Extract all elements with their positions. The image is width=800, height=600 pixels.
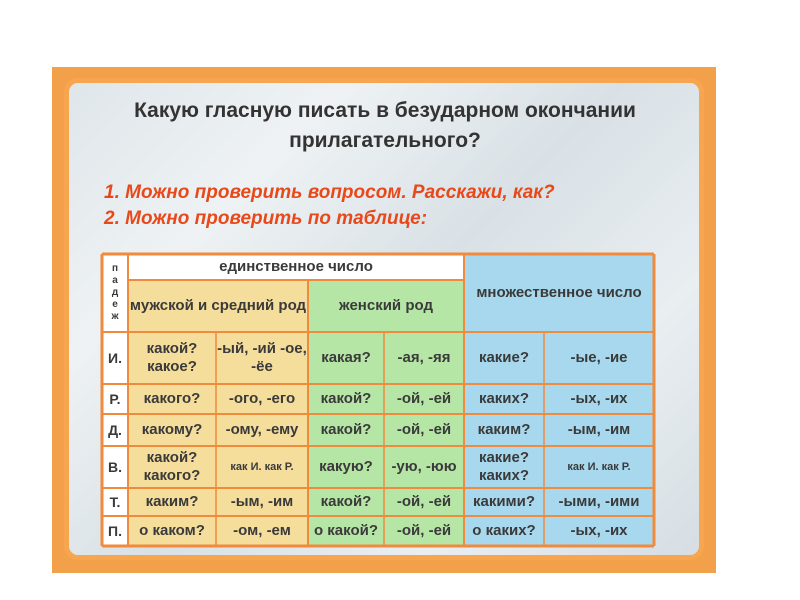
feminine-question-cell: какой? [308,488,384,516]
case-header-letter: ж [111,311,119,322]
feminine-question-cell: какой? [308,414,384,446]
plural-ending-cell: -ых, -их [544,384,654,414]
singular-header: единственное число [128,254,464,280]
feminine-question-cell: о какой? [308,516,384,546]
case-header [102,254,128,332]
plural-question-cell: какими? [464,488,544,516]
case-header-letter: д [111,287,119,298]
feminine-question-cell: какая? [308,332,384,384]
case-cell: И. [102,332,128,384]
plural-question-cell: какие? каких? [464,446,544,488]
plural-header: множественное число [464,254,654,332]
masculine-question-cell: о каком? [128,516,216,546]
masculine-question-cell: какому? [128,414,216,446]
plural-ending-cell: -ые, -ие [544,332,654,384]
method-2: 2. Можно проверить по таблице: [104,208,428,229]
case-cell: В. [102,446,128,488]
masculine-question-cell: какой? какое? [128,332,216,384]
plural-ending-cell: как И. как Р. [544,446,654,488]
feminine-ending-cell: -ой, -ей [384,488,464,516]
masculine-ending-cell: -ый, -ий -ое, -ёе [216,332,308,384]
plural-ending-cell: -ым, -им [544,414,654,446]
method-1: 1. Можно проверить вопросом. Расскажи, как? [104,182,555,203]
feminine-ending-cell: -ой, -ей [384,516,464,546]
case-cell: Т. [102,488,128,516]
case-header-letter: е [112,299,118,310]
plural-question-cell: каким? [464,414,544,446]
feminine-header: женский род [308,280,464,332]
case-header-letter: а [112,275,118,286]
plural-question-cell: каких? [464,384,544,414]
feminine-ending-cell: -ую, -юю [384,446,464,488]
feminine-ending-cell: -ой, -ей [384,414,464,446]
masculine-ending-cell: как И. как Р. [216,446,308,488]
masculine-neuter-header: мужской и средний род [128,280,308,332]
plural-question-cell: о каких? [464,516,544,546]
feminine-ending-cell: -ая, -яя [384,332,464,384]
case-cell: Р. [102,384,128,414]
plural-ending-cell: -ых, -их [544,516,654,546]
case-cell: Д. [102,414,128,446]
masculine-question-cell: каким? [128,488,216,516]
plural-ending-cell: -ыми, -ими [544,488,654,516]
masculine-ending-cell: -ого, -его [216,384,308,414]
feminine-question-cell: какой? [308,384,384,414]
masculine-question-cell: какого? [128,384,216,414]
case-cell: П. [102,516,128,546]
masculine-ending-cell: -ому, -ему [216,414,308,446]
feminine-question-cell: какую? [308,446,384,488]
masculine-ending-cell: -ым, -им [216,488,308,516]
case-header-letter: п [111,263,119,274]
feminine-ending-cell: -ой, -ей [384,384,464,414]
slide-title: Какую гласную писать в безударном окончании прилагательного? [134,99,636,152]
masculine-ending-cell: -ом, -ем [216,516,308,546]
masculine-question-cell: какой? какого? [128,446,216,488]
plural-question-cell: какие? [464,332,544,384]
